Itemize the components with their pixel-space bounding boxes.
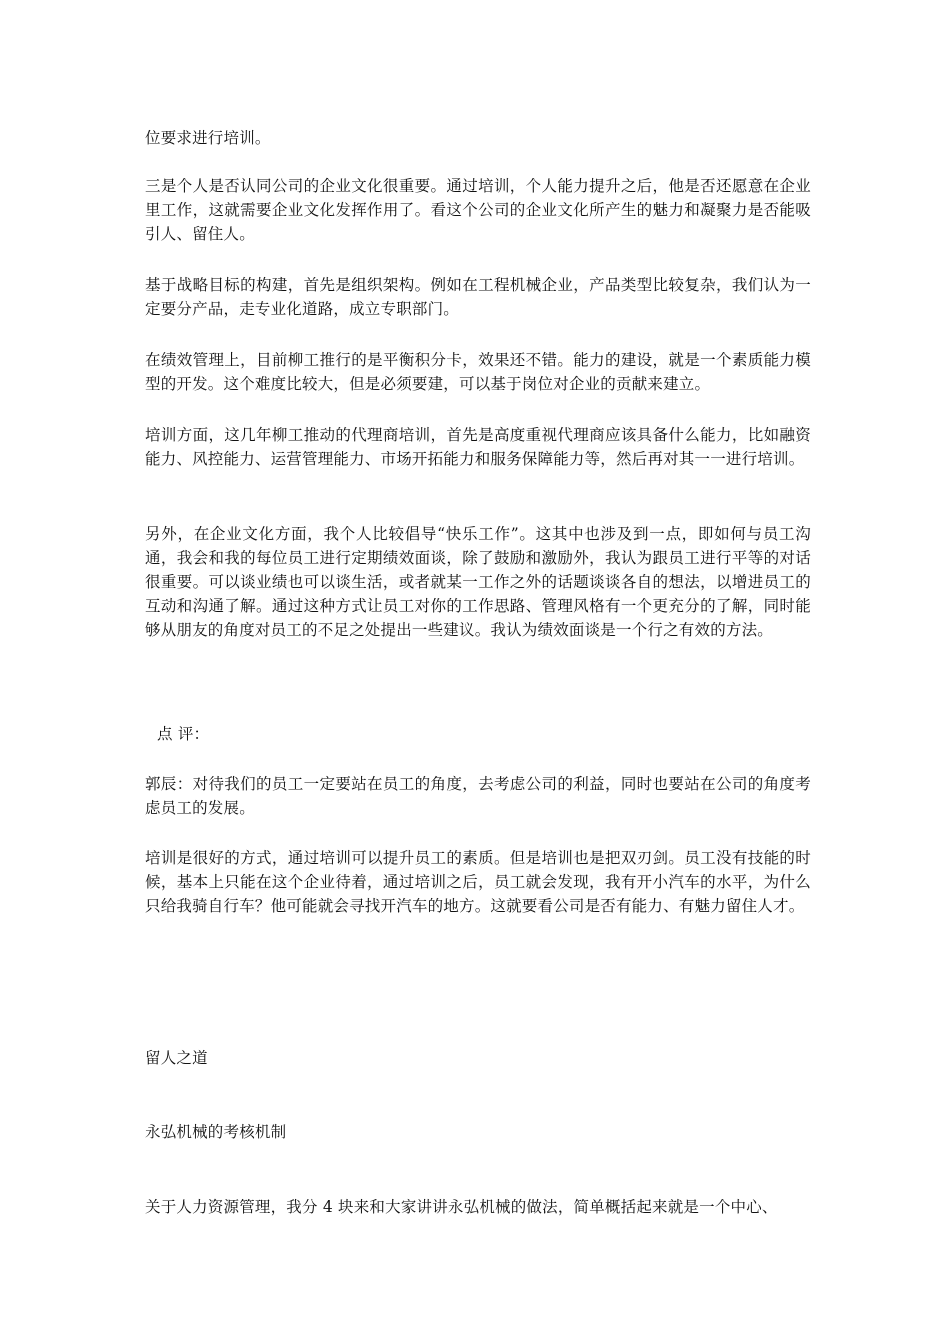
section-subtitle-assessment: 永弘机械的考核机制 [145,1123,287,1141]
paragraph-training-double-edged: 培训是很好的方式，通过培训可以提升员工的素质。但是培训也是把双刃剑。员工没有技能的时候，基本上只能在这个企业待着，通过培训之后，员工就会发现，我有开小汽车的水平，为什么只给我骑自行车？他可能就会寻找开汽车的地方。这就要看公司是否有能力、有魅力留住人才。 [145,849,811,915]
paragraph-performance-management: 在绩效管理上，目前柳工推行的是平衡积分卡，效果还不错。能力的建设，就是一个素质能力模型的开发。这个难度比较大，但是必须要建，可以基于岗位对企业的贡献来建立。 [145,351,811,393]
paragraph-happy-work: 另外，在企业文化方面，我个人比较倡导“快乐工作”。这其中也涉及到一点，即如何与员工沟通，我会和我的每位员工进行定期绩效面谈，除了鼓励和激励外，我认为跟员工进行平等的对话很重要。可以谈业绩也可以谈生活，或者就某一工作之外的话题谈谈各自的想法，以增进员工的互动和沟通了解。通过这种方式让员工对你的工作思路、管理风格有一个更充分的了解，同时能够从朋友的角度对员工的不足之处提出一些建议。我认为绩效面谈是一个行之有效的方法。 [145,525,811,639]
paragraph-org-structure: 基于战略目标的构建，首先是组织架构。例如在工程机械企业，产品类型比较复杂，我们认为一定要分产品，走专业化道路，成立专职部门。 [145,276,811,318]
comment-heading: 点 评： [157,725,210,743]
section-title-retention: 留人之道 [145,1049,208,1067]
paragraph-dealer-training: 培训方面，这几年柳工推动的代理商培训，首先是高度重视代理商应该具备什么能力，比如融资能力、风控能力、运营管理能力、市场开拓能力和服务保障能力等，然后再对其一一进行培训。 [145,426,811,468]
paragraph-hr-management-intro: 关于人力资源管理，我分 4 块来和大家讲讲永弘机械的做法，简单概括起来就是一个中心、 [145,1198,778,1216]
paragraph-guo-chen-comment: 郭辰：对待我们的员工一定要站在员工的角度，去考虑公司的利益，同时也要站在公司的角度考虑员工的发展。 [145,775,811,817]
paragraph-training-requirement: 位要求进行培训。 [145,129,271,147]
paragraph-corporate-culture: 三是个人是否认同公司的企业文化很重要。通过培训，个人能力提升之后，他是否还愿意在企业里工作，这就需要企业文化发挥作用了。看这个公司的企业文化所产生的魅力和凝聚力是否能吸引人、留住人。 [145,177,811,243]
